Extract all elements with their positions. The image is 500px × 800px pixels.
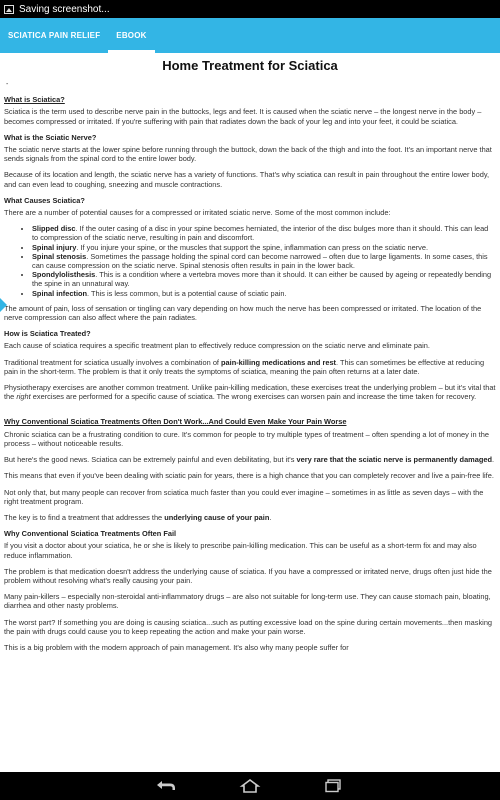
drawer-handle-icon[interactable] bbox=[0, 298, 7, 312]
paragraph bbox=[4, 383, 496, 401]
paragraph: The amount of pain, loss of sensation or tingling can vary depending on how much the nerve has been compressed or irritated. The location of the nerve compression can also affect where the pain radiates. bbox=[4, 303, 482, 323]
paragraph: Because of its location and length, the sciatic nerve has a variety of functions. That's why sciatica can result in pain throughout the entire lower body, and can even lead to coughing, sneezing and muscle contractions. bbox=[4, 170, 490, 189]
paragraph bbox=[4, 513, 496, 522]
tab-ebook[interactable]: EBOOK bbox=[108, 18, 154, 53]
heading-causes: What Causes Sciatica? bbox=[4, 195, 85, 205]
text-run: . This can sometimes be effective at reducing pain in the short-term. The problem is that it only treats the symptoms of sciatica, meaning the pain often returns at a later date. bbox=[4, 357, 485, 376]
screenshot-icon bbox=[4, 5, 14, 14]
list-item bbox=[32, 270, 496, 288]
home-button[interactable] bbox=[239, 778, 261, 794]
paragraph: Many pain-killers – especially non-steroidal anti-inflammatory drugs – are also not suitable for long-term use. They can cause stomach pain, bloating, diarrhea and other nasty problems. bbox=[4, 592, 491, 611]
cause-term: Spinal infection bbox=[32, 288, 88, 298]
cause-term: Slipped disc bbox=[32, 224, 76, 234]
heading-what-is-sciatica: What is Sciatica? bbox=[4, 95, 65, 105]
paragraph: Chronic sciatica can be a frustrating condition to cure. It's common for people to try multiple types of treatment – often spending a lot of money in the process – without noticeable results. bbox=[4, 429, 489, 448]
recent-apps-button[interactable] bbox=[323, 778, 345, 794]
paragraph: Each cause of sciatica requires a specific treatment plan to effectively reduce compression on the sciatic nerve and eliminate pain. bbox=[4, 341, 430, 351]
paragraph: Not only that, but many people can recover from sciatica much faster than you could ever imagine – sometimes in as little as seven days – with the right treatment program. bbox=[4, 487, 484, 506]
text-run: . bbox=[269, 512, 272, 522]
paragraph bbox=[4, 358, 496, 376]
cause-text: . Sometimes the passage holding the spinal cord can become narrowed – often due to large ligaments. In some cases, this can cause compression on the sciatic nerve. Spinal stenosis often results in pain in the lower back. bbox=[32, 251, 488, 271]
article-view[interactable] bbox=[0, 53, 500, 772]
cause-text: . This is less common, but is a potential cause of sciatic pain. bbox=[87, 288, 287, 298]
paragraph bbox=[4, 455, 496, 464]
list-item bbox=[32, 289, 496, 298]
causes-list bbox=[4, 224, 496, 298]
back-icon bbox=[155, 779, 177, 793]
paragraph: If you visit a doctor about your sciatica, he or she is likely to prescribe pain-killing medication. This can be useful as a short-term fix and may also reduce inflammation. bbox=[4, 541, 477, 560]
list-item bbox=[32, 252, 496, 270]
cause-text: . If the outer casing of a disc in your spine becomes herniated, the interior of the disc bulges more than it should. This can lead to compression of the sciatic nerve, resulting in pain and discomfort. bbox=[32, 224, 489, 243]
text-run: The key is to find a treatment that addresses the bbox=[4, 512, 165, 522]
tab-bar bbox=[0, 18, 500, 53]
bold-text: pain-killing medications and rest bbox=[221, 357, 337, 367]
cause-text: . This is a condition where a vertebra moves more than it should. It can either be caused by ageing or repeatedly bending the spine in an unnatural way. bbox=[32, 270, 492, 289]
text-run: exercises are performed for a specific cause of sciatica. The wrong exercises can worsen pain and increase the time taken for recovery. bbox=[30, 392, 477, 402]
recent-apps-icon bbox=[323, 779, 345, 793]
status-bar bbox=[0, 0, 500, 18]
cause-term: Spinal stenosis bbox=[32, 251, 87, 261]
list-item bbox=[32, 224, 496, 242]
paragraph: The worst part? If something you are doing is causing sciatica...such as putting excessive load on the spine during certain movements...then masking the pain with drugs could cause you to keep repeating the action and make your pain worse. bbox=[4, 617, 493, 636]
navigation-bar bbox=[0, 772, 500, 800]
list-item bbox=[32, 243, 496, 252]
bold-text: underlying cause of your pain bbox=[164, 512, 270, 522]
paragraph: There are a number of potential causes for a compressed or irritated sciatic nerve. Some of the most common include: bbox=[4, 208, 391, 218]
paragraph: This means that even if you've been dealing with sciatic pain for years, there is a high chance that you can completely recover and live a pain-free life. bbox=[4, 471, 494, 481]
heading-sciatic-nerve: What is the Sciatic Nerve? bbox=[4, 132, 97, 142]
home-icon bbox=[239, 779, 261, 793]
heading-why-conventional-dont-work: Why Conventional Sciatica Treatments Often Don't Work...And Could Even Make Your Pain Worse bbox=[4, 417, 347, 427]
paragraph: This is a big problem with the modern approach of pain management. It's also why many people suffer for bbox=[4, 642, 349, 652]
page-title: Home Treatment for Sciatica bbox=[162, 58, 338, 73]
heading-treatment: How is Sciatica Treated? bbox=[4, 329, 91, 339]
paragraph: The problem is that medication doesn't address the underlying cause of sciatica. If you have a compressed or irritated nerve, drugs often just hide the problem without resolving what's really causing your pain. bbox=[4, 566, 492, 585]
status-text: Saving screenshot... bbox=[19, 3, 110, 15]
cause-term: Spinal injury bbox=[32, 242, 77, 252]
text-run: Physiotherapy exercises are another common treatment. Unlike pain-killing medication, these exercises treat the underlying problem – but it's vital that the bbox=[4, 383, 496, 402]
cause-term: Spondylolisthesis bbox=[32, 270, 96, 280]
title-dash: - bbox=[6, 81, 9, 89]
italic-text: right bbox=[16, 392, 31, 402]
cause-text: . If you injure your spine, or the muscles that support the spine, inflammation can press on the sciatic nerve. bbox=[76, 242, 429, 252]
paragraph: Sciatica is the term used to describe nerve pain in the buttocks, legs and feet. It is caused when the sciatic nerve – the longest nerve in the body – becomes compressed or irritated. If you're suffering with pain that radiates down the back of your leg and into your feet, it could be sciatica. bbox=[4, 107, 482, 126]
text-run: Traditional treatment for sciatica usually involves a combination of bbox=[4, 357, 222, 367]
heading-why-conventional-fail: Why Conventional Sciatica Treatments Often Fail bbox=[4, 529, 177, 539]
text-run: But here's the good news. Sciatica can be extremely painful and even debilitating, but it's bbox=[4, 455, 297, 465]
tab-sciatica-pain-relief[interactable]: SCIATICA PAIN RELIEF bbox=[8, 31, 101, 40]
back-button[interactable] bbox=[155, 778, 177, 794]
paragraph: The sciatic nerve starts at the lower spine before running through the buttock, down the back of the thigh and into the foot. It's an important nerve that sends signals from the spinal cord to the entire lower body. bbox=[4, 145, 492, 164]
bold-text: very rare that the sciatic nerve is permanently damaged bbox=[296, 455, 492, 465]
text-run: . bbox=[492, 455, 495, 465]
